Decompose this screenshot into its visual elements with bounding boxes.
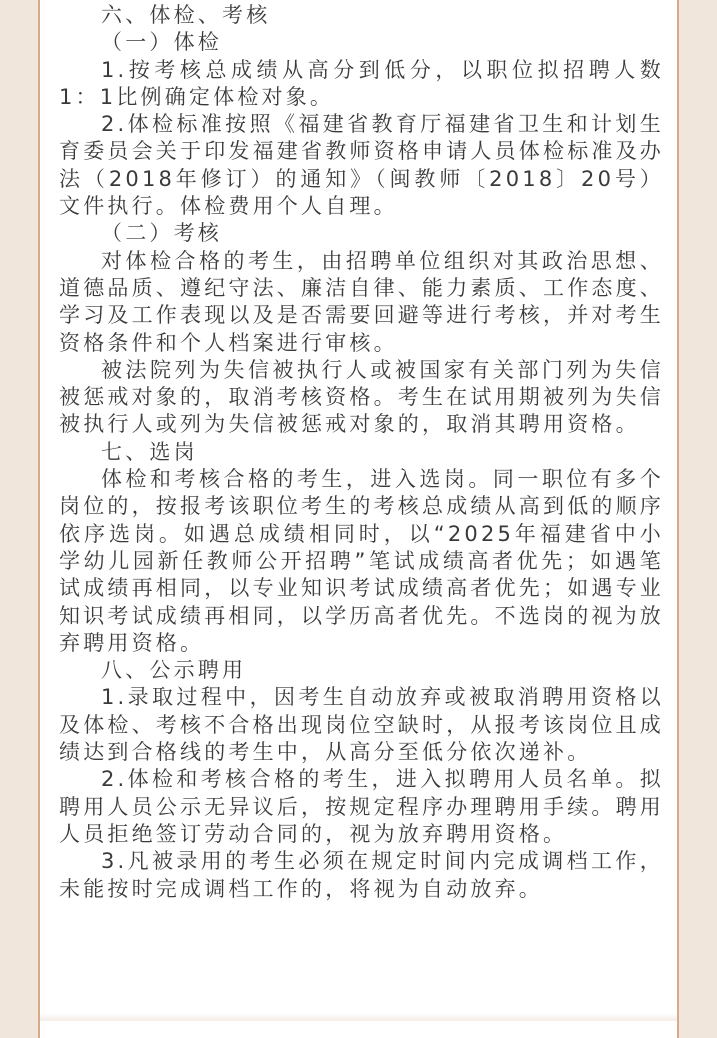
paragraph-hiring-list: 2.体检和考核合格的考生，进入拟聘用人员名单。拟聘用人员公示无异议后，按规定程序办理聘用手续。聘用人员拒绝签订劳动合同的，视为放弃聘用资格。 [59,767,664,846]
subheading-assessment: （二）考核 [101,221,222,246]
section-heading-physical-exam: 六、体检、考核 [101,3,271,27]
paragraph-exam-selection: 1.按考核总成绩从高分到低分，以职位拟招聘人数1：1比例确定体检对象。 [59,57,664,109]
paragraph-post-selection: 体检和考核合格的考生，进入选岗。同一职位有多个岗位的，按报考该职位考生的考核总成绩从高到低的顺序依序选岗。如遇总成绩相同时，以“2025年福建省中小学幼儿园新任教师公开招聘”笔试成绩高者优先；如遇笔试成绩再相同，以专业知识考试成绩高者优先；如遇专业知识考试成绩再相同，以学历高者优先。不选岗的视为放弃聘用资格。 [59,467,664,655]
paragraph-exam-standard: 2.体检标准按照《福建省教育厅福建省卫生和计划生育委员会关于印发福建省教师资格申请人员体检标准及办法（2018年修订）的通知》（闽教师〔2018〕20号）文件执行。体检费用个人自理。 [59,112,664,219]
paragraph-dishonest-persons: 被法院列为失信被执行人或被国家有关部门列为失信被惩戒对象的，取消考核资格。考生在试用期被列为失信被执行人或列为失信被惩戒对象的，取消其聘用资格。 [59,357,664,437]
paragraph-vacancy-filling: 1.录取过程中，因考生自动放弃或被取消聘用资格以及体检、考核不合格出现岗位空缺时，从报考该岗位且成绩达到合格线的考生中，从高分至低分依次递补。 [59,685,664,765]
article-body [59,2,664,903]
subheading-physical-exam: （一）体检 [101,30,222,55]
section-heading-publicity-hiring: 八、公示聘用 [101,658,247,683]
paragraph-assessment-content: 对体检合格的考生，由招聘单位组织对其政治思想、道德品质、遵纪守法、廉洁自律、能力素质、工作态度、学习及工作表现以及是否需要回避等进行考核，并对考生资格条件和个人档案进行审核。 [59,248,664,355]
section-heading-post-selection: 七、选岗 [101,439,198,464]
paragraph-file-transfer: 3.凡被录用的考生必须在规定时间内完成调档工作，未能按时完成调档工作的，将视为自动放弃。 [59,849,664,901]
